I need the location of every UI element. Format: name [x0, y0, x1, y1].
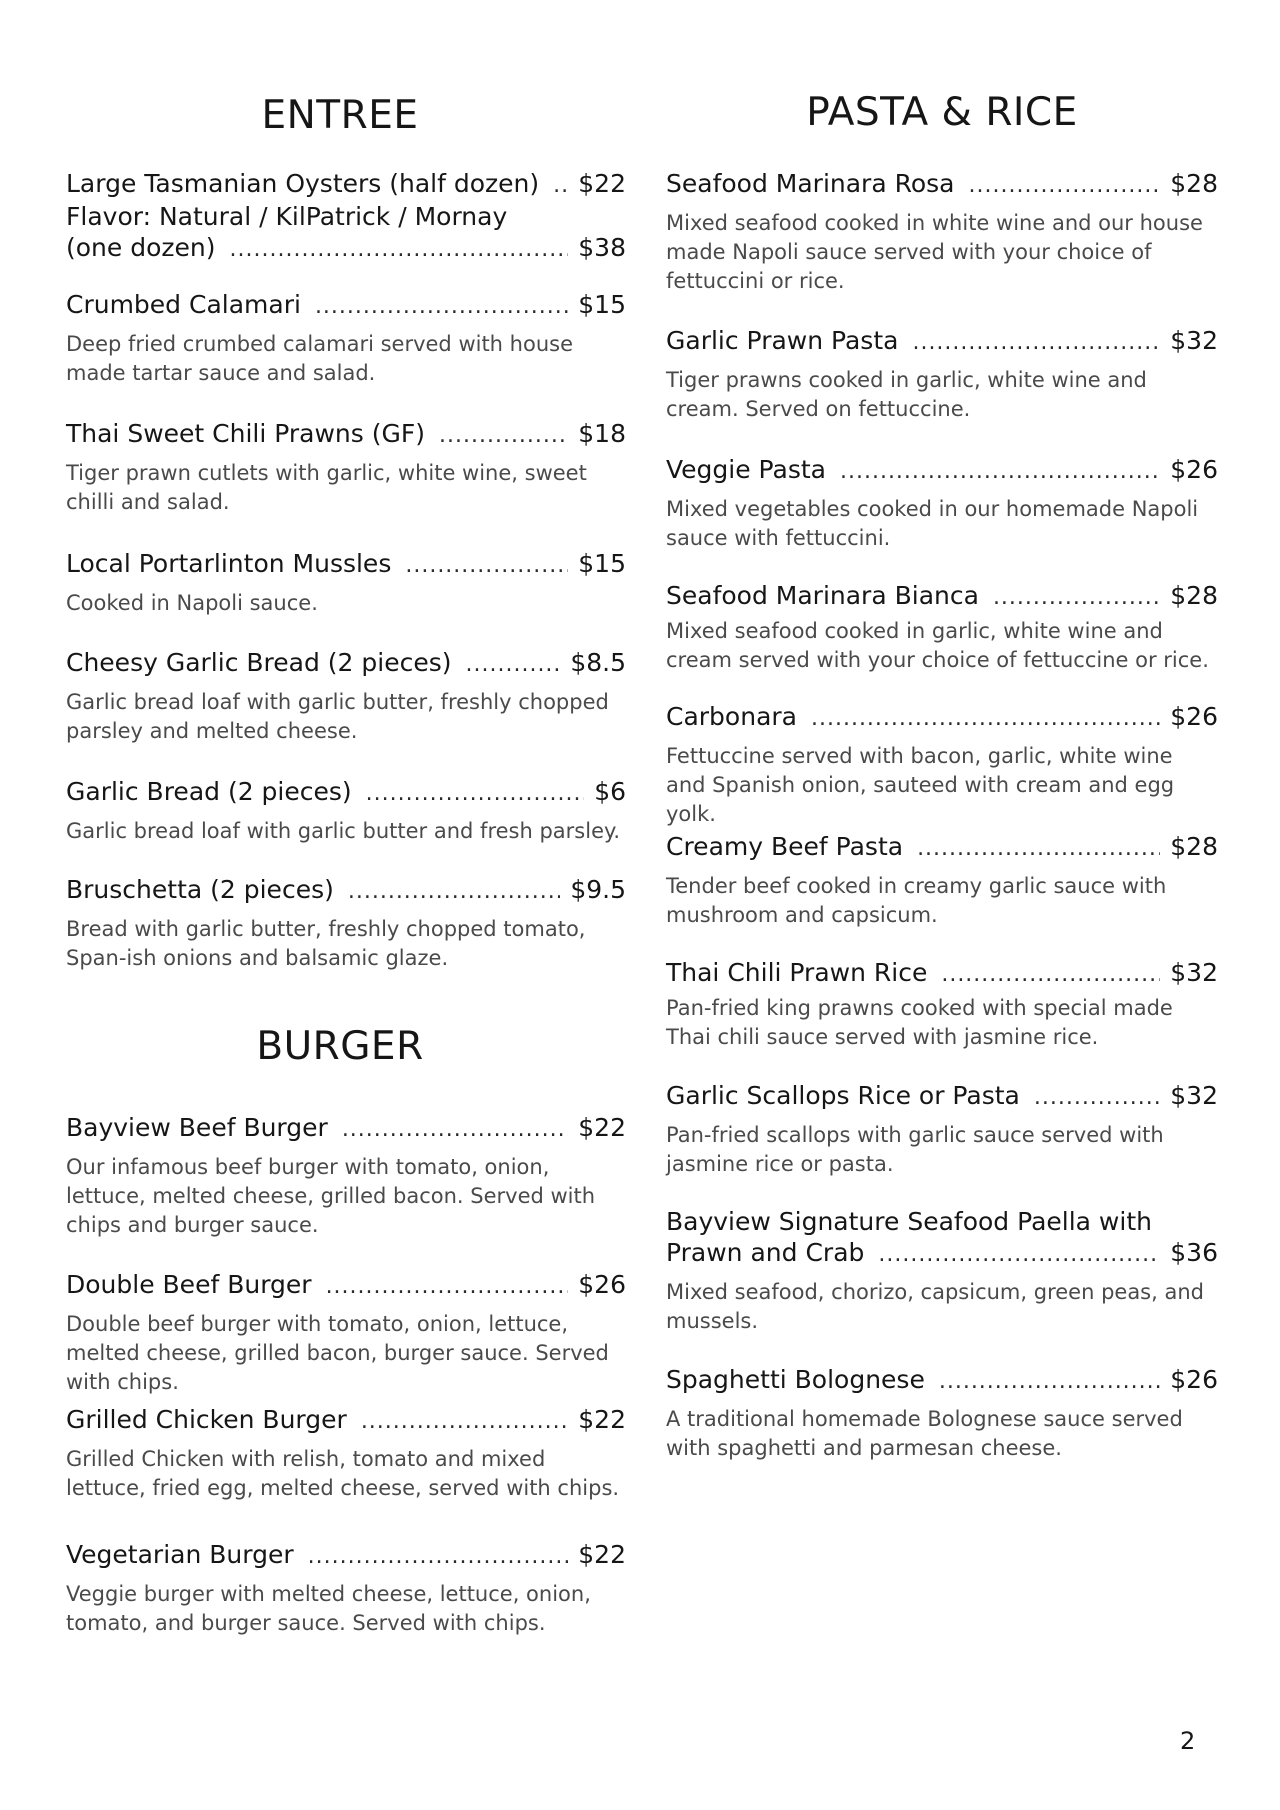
item-description: Fettuccine served with bacon, garlic, white wine and Spanish onion, sauteed with cream and egg yolk.	[666, 744, 1175, 826]
menu-item-garlic-prawn-pasta	[666, 325, 1218, 424]
entree-title: ENTREE	[261, 93, 419, 138]
item-name: Veggie Pasta	[666, 455, 826, 484]
menu-item-bayview-beef-burger	[66, 1112, 626, 1240]
dot-leader	[1034, 1082, 1160, 1113]
item-price: $18	[578, 419, 626, 448]
item-name-line1: Bayview Signature Seafood Paella with	[666, 1207, 1152, 1236]
dot-leader	[439, 420, 568, 451]
dot-leader	[840, 456, 1160, 487]
menu-item-seafood-paella	[666, 1206, 1218, 1336]
item-name: Creamy Beef Pasta	[666, 832, 904, 861]
item-price: $26	[578, 1270, 626, 1299]
menu-item-portarlinton-mussles	[66, 548, 626, 618]
item-description: Tiger prawns cooked in garlic, white wine and cream. Served on fettuccine.	[666, 368, 1147, 421]
dot-leader	[912, 327, 1160, 358]
item-name: Large Tasmanian Oysters (half dozen)	[66, 169, 540, 198]
item-description: Double beef burger with tomato, onion, lettuce, melted cheese, grilled bacon, burger sauce. Served with chips.	[66, 1312, 609, 1394]
dot-leader	[342, 1114, 568, 1145]
dot-leader	[939, 1366, 1160, 1397]
pasta-rice-title: PASTA & RICE	[806, 90, 1078, 135]
item-description: Pan-fried king prawns cooked with special made Thai chili sauce served with jasmine rice.	[666, 996, 1173, 1049]
menu-item-seafood-marinara-rosa	[666, 168, 1218, 296]
item-description: Pan-fried scallops with garlic sauce served with jasmine rice or pasta.	[666, 1123, 1164, 1176]
item-price: $6	[594, 777, 626, 806]
item-name: Thai Chili Prawn Rice	[666, 958, 928, 987]
menu-item-garlic-scallops	[666, 1080, 1218, 1179]
item-name: Seafood Marinara Bianca	[666, 581, 979, 610]
item-description: Mixed seafood cooked in white wine and our house made Napoli sauce served with your choice of fettuccini or rice.	[666, 211, 1203, 293]
item-name: Local Portarlinton Mussles	[66, 549, 392, 578]
item-alt-price: $38	[578, 233, 626, 262]
menu-item-double-beef-burger	[66, 1269, 626, 1397]
item-price: $15	[578, 549, 626, 578]
item-name: Spaghetti Bolognese	[666, 1365, 925, 1394]
burger-title: BURGER	[256, 1024, 424, 1069]
item-name: Garlic Prawn Pasta	[666, 326, 899, 355]
menu-item-oysters	[66, 168, 626, 265]
item-price: $28	[1170, 169, 1218, 198]
item-description: Grilled Chicken with relish, tomato and mixed lettuce, fried egg, melted cheese, served with chips.	[66, 1447, 620, 1500]
item-name: Bruschetta (2 pieces)	[66, 875, 334, 904]
dot-leader	[361, 1406, 568, 1437]
menu-item-carbonara	[666, 701, 1218, 829]
item-flavor: Flavor: Natural / KilPatrick / Mornay	[66, 202, 508, 231]
item-name: Vegetarian Burger	[66, 1540, 294, 1569]
item-name: Grilled Chicken Burger	[66, 1405, 347, 1434]
item-price: $15	[578, 290, 626, 319]
item-name: Crumbed Calamari	[66, 290, 301, 319]
item-price: $36	[1170, 1238, 1218, 1267]
menu-item-spaghetti-bolognese	[666, 1364, 1218, 1463]
menu-item-bruschetta	[66, 874, 626, 973]
dot-leader	[878, 1239, 1160, 1270]
item-description: Tender beef cooked in creamy garlic sauce with mushroom and capsicum.	[666, 874, 1167, 927]
menu-item-creamy-beef-pasta	[666, 831, 1218, 930]
item-price: $22	[578, 1540, 626, 1569]
menu-item-veggie-pasta	[666, 454, 1218, 553]
item-description: Garlic bread loaf with garlic butter and fresh parsley.	[66, 819, 621, 843]
menu-item-crumbed-calamari	[66, 289, 626, 388]
menu-item-seafood-marinara-bianca	[666, 580, 1218, 675]
item-price: $26	[1170, 455, 1218, 484]
dot-leader	[811, 703, 1160, 734]
page-number: 2	[1180, 1727, 1196, 1755]
dot-leader	[315, 291, 568, 322]
item-price: $32	[1170, 958, 1218, 987]
item-description: Bread with garlic butter, freshly chopped tomato, Span-ish onions and balsamic glaze.	[66, 917, 586, 970]
dot-leader	[941, 959, 1160, 990]
item-price: $32	[1170, 1081, 1218, 1110]
dot-leader	[366, 778, 585, 809]
item-price: $32	[1170, 326, 1218, 355]
item-price: $22	[578, 1405, 626, 1434]
dot-leader	[993, 582, 1160, 613]
dot-leader	[969, 170, 1161, 201]
menu-item-thai-sweet-chili-prawns	[66, 418, 626, 517]
dot-leader	[326, 1271, 569, 1302]
item-description: Cooked in Napoli sauce.	[66, 591, 318, 615]
item-price: $22	[578, 169, 626, 198]
item-name: Garlic Bread (2 pieces)	[66, 777, 352, 806]
dot-leader	[308, 1541, 569, 1572]
dot-leader	[348, 876, 560, 907]
dot-leader	[466, 649, 561, 680]
menu-item-grilled-chicken-burger	[66, 1404, 626, 1503]
dot-leader	[553, 170, 568, 201]
dot-leader	[917, 833, 1160, 864]
item-name: Prawn and Crab	[666, 1238, 865, 1267]
item-price: $8.5	[570, 648, 626, 677]
menu-item-thai-chili-prawn-rice	[666, 957, 1218, 1052]
item-description: Tiger prawn cutlets with garlic, white wine, sweet chilli and salad.	[66, 461, 587, 514]
item-name: Seafood Marinara Rosa	[666, 169, 955, 198]
item-name: Garlic Scallops Rice or Pasta	[666, 1081, 1020, 1110]
item-description: Deep fried crumbed calamari served with house made tartar sauce and salad.	[66, 332, 573, 385]
item-price: $22	[578, 1113, 626, 1142]
item-name: Thai Sweet Chili Prawns (GF)	[66, 419, 425, 448]
menu-item-garlic-bread	[66, 776, 626, 846]
item-description: Our infamous beef burger with tomato, onion, lettuce, melted cheese, grilled bacon. Served with chips and burger sauce.	[66, 1155, 596, 1237]
menu-item-cheesy-garlic-bread	[66, 647, 626, 746]
item-description: Veggie burger with melted cheese, lettuce, onion, tomato, and burger sauce. Served with chips.	[66, 1582, 591, 1635]
dot-leader	[405, 550, 568, 581]
item-price: $26	[1170, 1365, 1218, 1394]
item-price: $9.5	[570, 875, 626, 904]
item-alt-name: (one dozen)	[66, 233, 216, 262]
item-name: Double Beef Burger	[66, 1270, 312, 1299]
item-price: $28	[1170, 832, 1218, 861]
item-name: Bayview Beef Burger	[66, 1113, 328, 1142]
item-description: Mixed seafood, chorizo, capsicum, green peas, and mussels.	[666, 1280, 1204, 1333]
item-name: Carbonara	[666, 702, 797, 731]
item-description: A traditional homemade Bolognese sauce served with spaghetti and parmesan cheese.	[666, 1407, 1183, 1460]
item-name: Cheesy Garlic Bread (2 pieces)	[66, 648, 452, 677]
dot-leader	[230, 234, 569, 265]
item-description: Garlic bread loaf with garlic butter, freshly chopped parsley and melted cheese.	[66, 690, 609, 743]
menu-item-vegetarian-burger	[66, 1539, 626, 1638]
item-price: $28	[1170, 581, 1218, 610]
item-description: Mixed seafood cooked in garlic, white wine and cream served with your choice of fettuccine or rice.	[666, 619, 1209, 672]
item-description: Mixed vegetables cooked in our homemade Napoli sauce with fettuccini.	[666, 497, 1199, 550]
item-price: $26	[1170, 702, 1218, 731]
